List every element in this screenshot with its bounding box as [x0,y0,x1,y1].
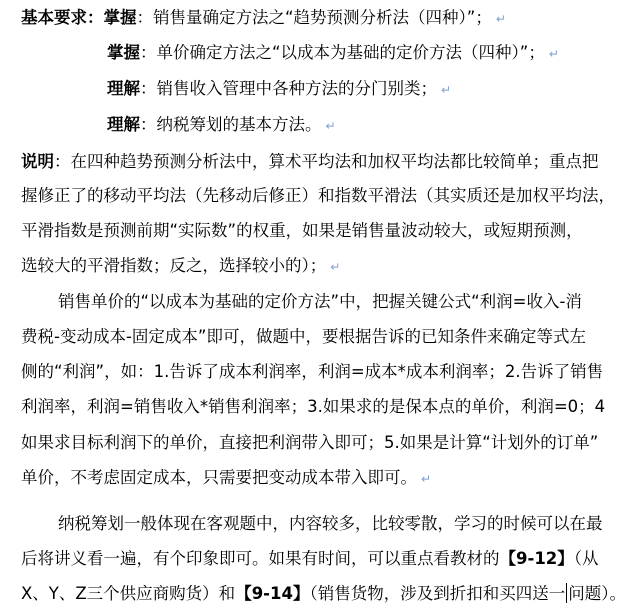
explanation-text: 平滑指数是预测前期“实际数”的权重，如果是销售量波动较大，或短期预测， [21,221,583,240]
price-text: 费税-变动成本-固定成本”即可，做题中，要根据告诉的已知条件来确定等式左 [21,327,586,346]
tax-text: 后将讲义看一遍，有个印象即可。如果有时间，可以重点看教材的 [21,549,500,568]
requirements-line-1 [21,6,506,30]
paragraph-mark-icon: ↵ [421,472,432,486]
tax-text: （销售货物，涉及到折扣和买四送一 [309,584,566,603]
tax-line-2 [21,547,599,571]
price-line-3 [21,360,603,384]
explanation-line-2 [21,184,615,208]
explanation-label: 说明 [21,152,54,171]
requirements-line-4 [107,113,336,137]
textbook-ref-9-12: 【9-12】 [499,549,574,568]
tax-text: （从 [573,549,599,568]
explanation-text: 握修正了的移动平均法（先移动后修正）和指数平滑法（其实质还是加权平均法， [21,186,615,205]
price-text: 单价，不考虑固定成本，只需要把变动成本带入即可。 [21,468,417,487]
paragraph-mark-icon: ↵ [325,119,336,133]
tax-line-3 [21,582,626,606]
tax-line-1 [58,512,603,536]
price-line-2 [21,325,586,349]
textbook-ref-9-14: 【9-14】 [235,584,310,603]
requirement-text: ：单价确定方法之“以成本为基础的定价方法（四种）”； [140,43,545,62]
tax-text: 纳税筹划一般体现在客观题中，内容较多，比较零散，学习的时候可以在最 [58,514,603,533]
requirement-label: 理解 [107,79,140,98]
price-line-1 [58,290,582,314]
paragraph-mark-icon: ↵ [495,12,506,26]
requirements-line-2 [107,41,559,65]
requirements-heading: 基本要求： [21,8,104,27]
tax-text: X、Y、Z三个供应商购货）和 [21,584,236,603]
requirement-label: 理解 [107,115,140,134]
requirement-text: ：销售量确定方法之“趋势预测分析法（四种）”； [136,8,492,27]
price-text: 利润率，利润=销售收入*销售利润率；3.如果求的是保本点的单价，利润=0；4 [21,397,606,416]
explanation-line-4 [21,254,340,278]
paragraph-mark-icon: ↵ [441,83,452,97]
paragraph-mark-icon: ↵ [330,260,341,274]
price-text: 如果求目标利润下的单价，直接把利润带入即可；5.如果是计算“计划外的订单” [21,433,599,452]
explanation-text: 选较大的平滑指数；反之，选择较小的）； [21,256,327,275]
explanation-line-3 [21,219,583,243]
paragraph-mark-icon: ↵ [548,47,559,61]
explanation-text: ：在四种趋势预测分析法中，算术平均法和加权平均法都比较简单；重点把 [54,152,599,171]
requirement-text: ：销售收入管理中各种方法的分门别类； [140,79,437,98]
price-line-4 [21,395,605,419]
requirements-line-3 [107,77,451,101]
price-line-6 [21,466,431,490]
requirement-label: 掌握 [107,43,140,62]
tax-text-end: 问题）。 [568,584,626,603]
price-line-5 [21,431,598,455]
requirement-label: 掌握 [103,8,137,27]
requirement-text: ：纳税筹划的基本方法。 [140,115,322,134]
price-text: 销售单价的“以成本为基础的定价方法”中，把握关键公式“利润=收入-消 [58,292,582,311]
price-text: 侧的“利润”，如：1.告诉了成本利润率，利润=成本*成本利润率；2.告诉了销售 [21,362,604,381]
explanation-line-1 [21,150,599,174]
